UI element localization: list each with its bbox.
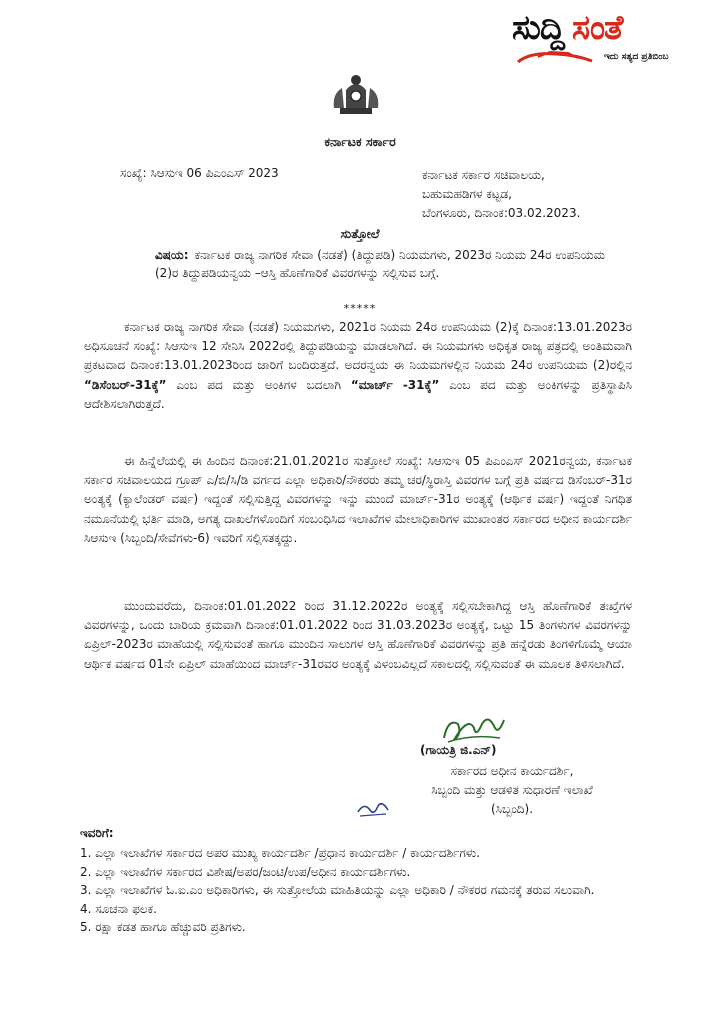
office-line: ಕರ್ನಾಟಕ ಸರ್ಕಾರ ಸಚಿವಾಲಯ,: [422, 168, 545, 182]
office-address: [422, 166, 580, 223]
subject-text: ಕರ್ನಾಟಕ ರಾಜ್ಯ ನಾಗರಿಕ ಸೇವಾ (ನಡತೆ) (ತಿದ್ದುಪಡಿ) ನಿಯಮಗಳು, 2023ರ ನಿಯಮ 24ರ ಉಪನಿಯಮ (2)ರ ತಿದ್ದುಪಡಿಯನ್ವಯ –ಆಸ್ತಿ ಹೊಣೆಗಾರಿಕೆ ವಿವರಗಳನ್ನು ಸಲ್ಲಿಸುವ ಬಗ್ಗೆ.: [155, 248, 606, 280]
paragraph-text: ಈ ಹಿನ್ನೆಲೆಯಲ್ಲಿ ಈ ಹಿಂದಿನ ದಿನಾಂಕ:21.01.2021ರ ಸುತ್ತೋಲೆ ಸಂಖ್ಯೆ: ಸಿಆಸುಇ 05 ಪಿಎಂಎಸ್ 2021ರನ್ವಯ, ಕರ್ನಾಟಕ ಸರ್ಕಾರ ಸಚಿವಾಲಯದ ಗ್ರೂಪ್ ಎ/ಬಿ/ಸಿ/ಡಿ ವರ್ಗದ ಎಲ್ಲಾ ಅಧಿಕಾರಿ/ನೌಕರರು ತಮ್ಮ ಚರ/ಸ್ಥಿರಾಸ್ತಿ ವಿವರಗಳ ಬಗ್ಗೆ ಪ್ರತಿ ವರ್ಷದ ಡಿಸೆಂಬರ್-31ರ ಅಂತ್ಯಕ್ಕೆ (ಕ್ಯಾಲೆಂಡರ್ ವರ್ಷ) ಇದ್ದಂತೆ ಸಲ್ಲಿಸುತ್ತಿದ್ದ ವಿವರಗಳನ್ನು ಇನ್ನು ಮುಂದೆ ಮಾರ್ಚ್-31ರ ಅಂತ್ಯಕ್ಕೆ (ಆರ್ಥಿಕ ವರ್ಷ) ಇದ್ದಂತೆ ನಿಗಧಿತ ನಮೂನೆಯಲ್ಲಿ ಭರ್ತಿ ಮಾಡಿ, ಅಗತ್ಯ ದಾಖಲೆಗಳೊಂದಿಗೆ ಸಂಬಂಧಿಸಿದ ಇಲಾಖೆಗಳ ಮೇಲಾಧಿಕಾರಿಗಳ ಮುಖಾಂತರ ಸರ್ಕಾರದ ಅಧೀನ ಕಾರ್ಯದರ್ಶಿ ಸಿಆಸುಇ (ಸಿಬ್ಬಂದಿ/ಸೇವೆಗಳು-6) ಇವರಿಗೆ ಸಲ್ಲಿಸತಕ್ಕದ್ದು.: [84, 454, 632, 545]
state-emblem-icon: [326, 68, 386, 118]
highlight-text: “ಮಾರ್ಚ್ -31ಕ್ಕೆ”: [350, 377, 440, 392]
paragraph-text: ಮುಂದುವರೆದು, ದಿನಾಂಕ:01.01.2022 ರಿಂದ 31.12.2022ರ ಅಂತ್ಯಕ್ಕೆ ಸಲ್ಲಿಸಬೇಕಾಗಿದ್ದ ಆಸ್ತಿ ಹೊಣೆಗಾರಿಕೆ ತಃಖ್ತೆಗಳ ವಿವರಗಳನ್ನು, ಒಂದು ಬಾರಿಯ ಕ್ರಮವಾಗಿ ದಿನಾಂಕ:01.01.2022 ರಿಂದ 31.03.2023ರ ಅಂತ್ಯಕ್ಕೆ, ಒಟ್ಟು 15 ತಿಂಗಳುಗಳ ವಿವರಗಳನ್ನು ಏಪ್ರಿಲ್-2023ರ ಮಾಹೆಯಲ್ಲಿ ಸಲ್ಲಿಸುವಂತೆ ಹಾಗೂ ಮುಂದಿನ ಸಾಲುಗಳ ಆಸ್ತಿ ಹೊಣೆಗಾರಿಕೆ ವಿವರಗಳನ್ನು ಪ್ರತಿ ಹನ್ನೆರಡು ತಿಂಗಳಿಗೊಮ್ಮೆ ಆಯಾ ಆರ್ಥಿಕ ವರ್ಷದ 01ನೇ ಏಪ್ರಿಲ್ ಮಾಹೆಯಿಂದ ಮಾರ್ಚ್-31ರವರ ಅಂತ್ಯಕ್ಕೆ ವಿಳಂಬವಿಲ್ಲದೆ ಸಕಾಲದಲ್ಲಿ ಸಲ್ಲಿಸುವಂತೆ ಈ ಮೂಲಕ ತಿಳಿಸಲಾಗಿದೆ.: [84, 599, 632, 671]
designation-line: ಸರ್ಕಾರದ ಅಧೀನ ಕಾರ್ಯದರ್ಶಿ,: [450, 764, 574, 778]
brand-tagline: ಇದು ಸತ್ಯದ ಪ್ರತಿಬಿಂಬ: [604, 52, 669, 62]
reference-number: ಸಂಖ್ಯೆ: ಸಿಆಸುಇ 06 ಪಿಎಂಎಸ್ 2023: [120, 166, 279, 180]
subject-label: ವಿಷಯ:: [155, 248, 189, 262]
brand-name: [512, 8, 622, 48]
government-title: ಕರ್ನಾಟಕ ಸರ್ಕಾರ: [324, 134, 396, 149]
brand-name-part2: ಸಂತೆ: [571, 8, 623, 48]
paragraph-text: ಎಂಬ ಪದ ಮತ್ತು ಅಂಕಿಗಳನ್ನು ಪ್ರತಿಸ್ಥಾಪಿಸಿ ಆದೇಶಿಸಲಾಗಿರುತ್ತದೆ.: [84, 377, 632, 411]
office-line: ಬಹುಮಹಡಿಗಳ ಕಟ್ಟಡ,: [422, 187, 512, 201]
initial-mark-icon: [356, 800, 390, 820]
list-item: 5. ರಕ್ಷಾ ಕಡತ ಹಾಗೂ ಹೆಚ್ಚುವರಿ ಪ್ರತಿಗಳು.: [80, 920, 246, 934]
list-item: 3. ಎಲ್ಲಾ ಇಲಾಖೆಗಳ ಓ.ಐ.ಎಂ ಅಧಿಕಾರಿಗಳು, ಈ ಸುತ್ತೋಲೆಯ ಮಾಹಿತಿಯನ್ನು ಎಲ್ಲಾ ಅಧಿಕಾರಿ / ನೌಕರರ ಗಮನಕ್ಕೆ ತರುವ ಸಲುವಾಗಿ.: [80, 883, 595, 897]
list-item: 4. ಸೂಚನಾ ಫಲಕ.: [80, 901, 157, 916]
subject-block: [155, 246, 625, 282]
paragraph-text: ಕರ್ನಾಟಕ ರಾಜ್ಯ ನಾಗರಿಕ ಸೇವಾ (ನಡತೆ) ನಿಯಮಗಳು, 2021ರ ನಿಯಮ 24ರ ಉಪನಿಯಮ (2)ಕ್ಕೆ ದಿನಾಂಕ:13.01.2023ರ ಅಧಿಸೂಚನೆ ಸಂಖ್ಯೆ: ಸಿಆಸುಇ 12 ಸೇನಿಸಿ 2022ರಲ್ಲಿ ತಿದ್ದುಪಡಿಯನ್ನು ಮಾಡಲಾಗಿದೆ. ಈ ನಿಯಮಗಳು ಅಧಿಕೃತ ರಾಜ್ಯ ಪತ್ರದಲ್ಲಿ ಅಂತಿಮವಾಗಿ ಪ್ರಕಟವಾದ ದಿನಾಂಕ:13.01.2023ರಿಂದ ಜಾರಿಗೆ ಬಂದಿರುತ್ತದೆ. ಅದರನ್ವಯ ಈ ನಿಯಮಗಳಲ್ಲಿನ ನಿಯಮ 24ರ ಉಪನಿಯಮ (2)ರಲ್ಲಿನ: [84, 320, 632, 373]
designation-line: (ಸಿಬ್ಬಂದಿ).: [490, 802, 534, 816]
paragraph-2: [84, 452, 632, 548]
signatory-designation: [392, 762, 632, 819]
brand-logo: [512, 8, 712, 70]
signatory-name: (ಗಾಯತ್ರಿ ಜಿ.ಎನ್): [420, 743, 497, 757]
highlight-text: “ಡಿಸೆಂಬರ್-31ಕ್ಕೆ”: [84, 377, 167, 392]
designation-line: ಸಿಬ್ಬಂದಿ ಮತ್ತು ಆಡಳಿತ ಸುಧಾರಣೆ ಇಲಾಖೆ: [431, 783, 593, 797]
office-line: ಬೆಂಗಳೂರು, ದಿನಾಂಕ:03.02.2023.: [422, 206, 581, 220]
paragraph-1: [84, 318, 632, 414]
notice-title: ಸುತ್ತೋಲೆ: [340, 226, 380, 241]
car-icon: [516, 48, 596, 66]
signature-icon: [438, 712, 508, 746]
paragraph-3: [84, 597, 632, 674]
paragraph-text: ಎಂಬ ಪದ ಮತ್ತು ಅಂಕಿಗಳ ಬದಲಾಗಿ: [166, 377, 351, 392]
list-item: 2. ಎಲ್ಲಾ ಇಲಾಖೆಗಳ ಸರ್ಕಾರದ ವಿಶೇಷ/ಅಪರ/ಜಂಟಿ/ಉಪ/ಅಧೀನ ಕಾರ್ಯದರ್ಶಿಗಳು.: [80, 864, 411, 879]
recipients-list: [80, 845, 640, 938]
separator: *****: [343, 302, 377, 315]
list-item: 1. ಎಲ್ಲಾ ಇಲಾಖೆಗಳ ಸರ್ಕಾರದ ಅಪರ ಮುಖ್ಯ ಕಾರ್ಯದರ್ಶಿ /ಪ್ರಧಾನ ಕಾರ್ಯದರ್ಶಿ / ಕಾರ್ಯದರ್ಶಿಗಳು.: [80, 846, 481, 860]
recipients-heading: ಇವರಿಗೆ:: [80, 826, 114, 840]
brand-name-part1: ಸುದ್ದಿ: [512, 8, 564, 48]
